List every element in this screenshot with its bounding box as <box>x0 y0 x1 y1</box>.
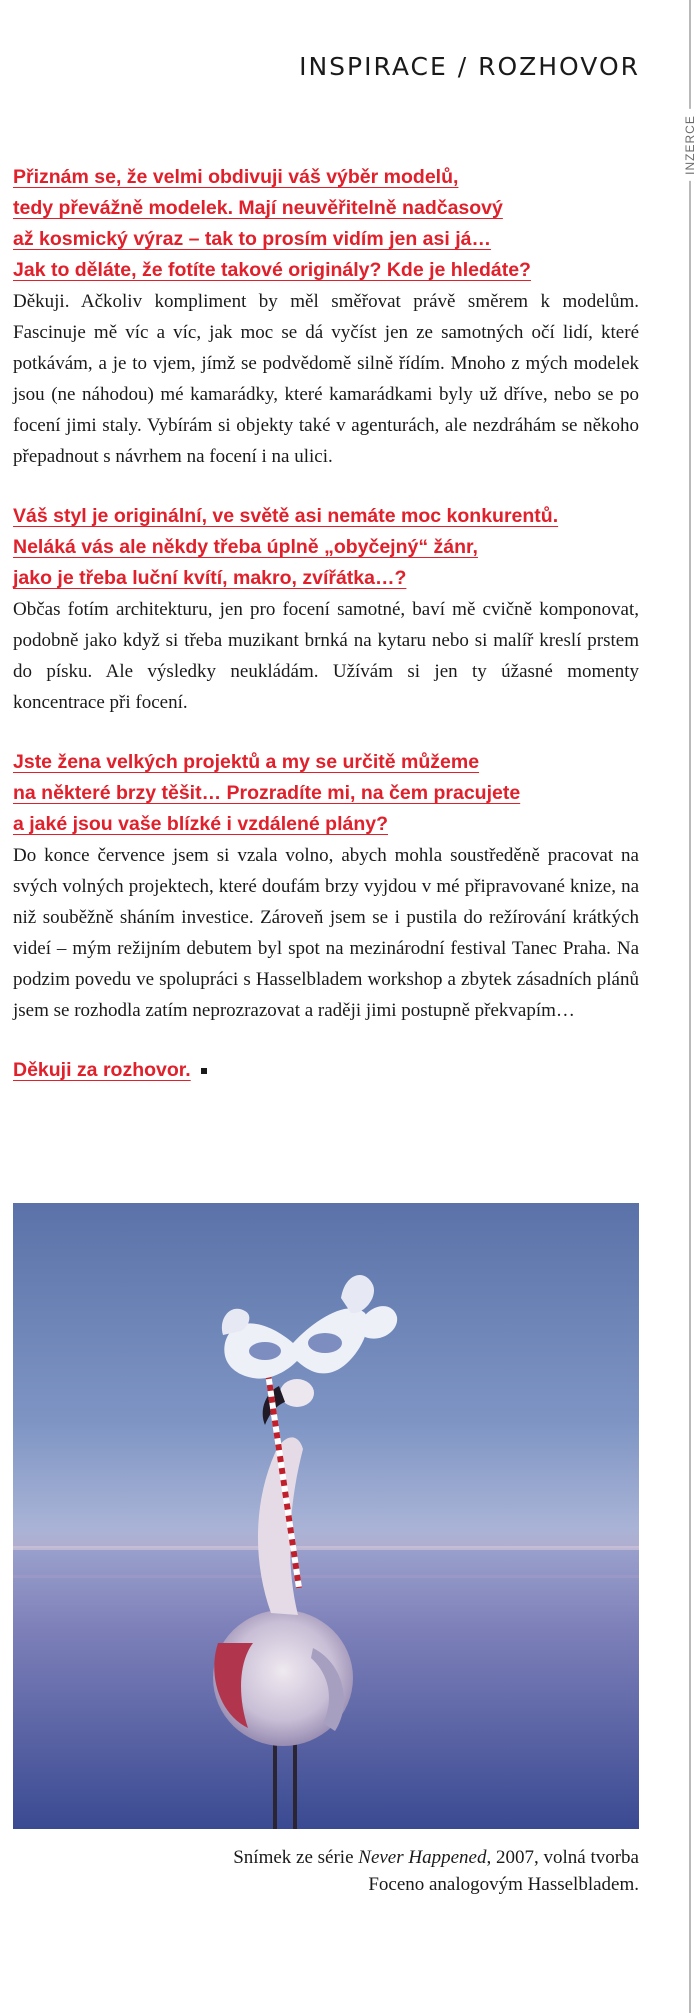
qa-block-2 <box>13 501 639 718</box>
interview-body <box>13 162 639 1086</box>
advertising-label: INZERCE <box>679 109 700 181</box>
interview-question: Přiznám se, že velmi obdivuji váš výběr modelů, tedy převážně modelek. Mají neuvěřitelně nadčasový až kosmický výraz – tak to prosím vidím jen asi já… Jak to děláte, že fotíte takové originály? Kde je hledáte? <box>13 166 531 281</box>
interview-question: Jste žena velkých projektů a my se určitě můžeme na některé brzy těšit… Prozradíte mi, na čem pracujete a jaké jsou vaše blízké i vzdálené plány? <box>13 751 521 835</box>
series-title: Never Happened <box>358 1847 487 1868</box>
interview-question: Váš styl je originální, ve světě asi nemáte moc konkurentů. Neláká vás ale někdy třeba úplně „obyčejný“ žánr, jako je třeba luční kvítí, makro, zvířátka…? <box>13 505 559 589</box>
flamingo-photo <box>13 1203 639 1829</box>
interview-answer: Děkuji. Ačkoliv kompliment by měl směřovat právě směrem k modelům. Fascinuje mě víc a víc, jak moc se dá vyčíst jen ze samotných očí lidí, které potkávám, a je to vjem, jímž se podvědomě silně řídím. Mnoho z mých modelek jsou (ne náhodou) mé kamarádky, které kamarádkami byly už dříve, nebo se po focení jimi staly. Vybírám si objekty také v agenturách, ale nezdráhám se někoho přepadnout s návrhem na focení i na ulici. <box>13 291 639 467</box>
interview-answer: Do konce července jsem si vzala volno, abych mohla soustředěně pracovat na svých volných projektech, které doufám brzy vyjdou v mé připravované knize, na niž souběžně sháním investice. Zároveň jsem se i pustila do režírování krátkých videí – mým režijním debutem byl spot na mezinárodní festival Tanec Praha. Na podzim povedu ve spolupráci s Hasselbladem workshop a zbytek zásadních plánů jsem se rozhodla zatím neprozrazovat a raději jimi postupně překvapím… <box>13 845 639 1021</box>
section-title: INSPIRACE / ROZHOVOR <box>299 52 640 81</box>
photo-caption <box>13 1844 639 1898</box>
interview-answer: Občas fotím architekturu, jen pro focení samotné, baví mě cvičně komponovat, podobně jako když si třeba muzikant brnká na kytaru nebo si malíř kreslí prstem do písku. Ale výsledky neukládám. Užívám si jen ty úžasné momenty koncentrace při focení. <box>13 599 639 713</box>
closing-text: Děkuji za rozhovor. <box>13 1059 191 1081</box>
closing-line <box>13 1055 639 1086</box>
end-of-article-mark <box>201 1068 207 1074</box>
caption-line-2: Foceno analogovým Hasselbladem. <box>368 1874 639 1895</box>
qa-block-3 <box>13 747 639 1026</box>
caption-line-1: Snímek ze série Never Happened, 2007, volná tvorba <box>233 1847 639 1868</box>
side-divider <box>689 0 691 2013</box>
qa-block-1 <box>13 162 639 472</box>
